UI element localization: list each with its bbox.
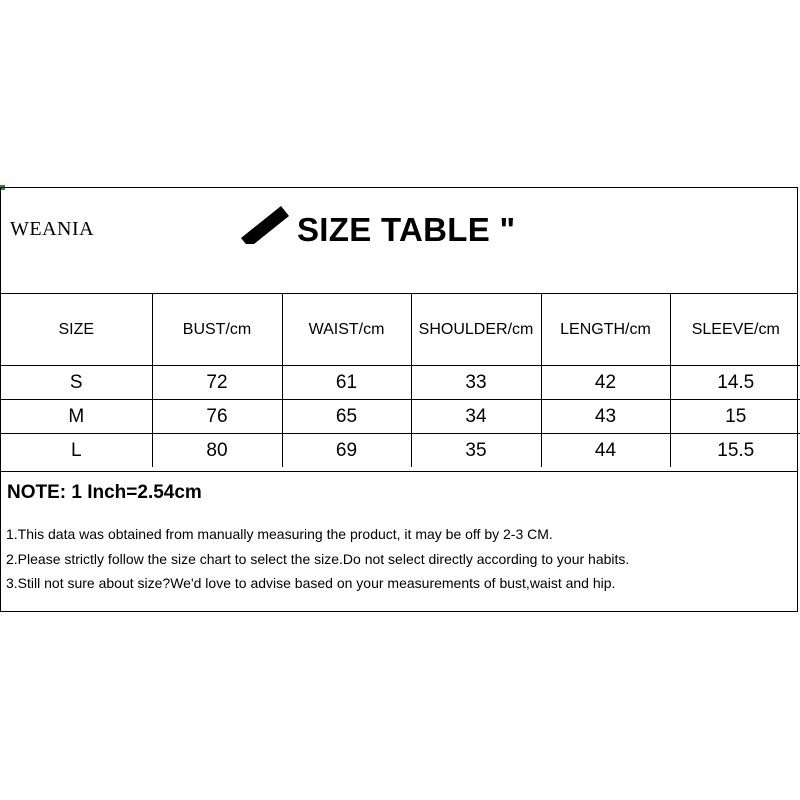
table-cell: 42 [541, 366, 670, 400]
table-cell: S [1, 366, 152, 400]
size-chart-frame [0, 187, 798, 612]
table-row [1, 400, 800, 434]
slash-icon [241, 204, 291, 244]
column-header: LENGTH/cm [541, 294, 670, 366]
table-cell: 14.5 [670, 366, 800, 400]
column-header: SLEEVE/cm [670, 294, 800, 366]
note-line: 1.This data was obtained from manually measuring the product, it may be off by 2-3 CM. [6, 526, 553, 542]
table-row [1, 434, 800, 468]
table-cell: M [1, 400, 152, 434]
size-chart-header [1, 188, 797, 294]
table-header-row [1, 294, 800, 366]
brand-logo: WEANIA [10, 218, 95, 240]
column-header: SHOULDER/cm [411, 294, 541, 366]
table-cell: 33 [411, 366, 541, 400]
table-cell: 76 [152, 400, 282, 434]
table-cell: 72 [152, 366, 282, 400]
notes-section [1, 471, 797, 613]
table-row [1, 366, 800, 400]
page-title: SIZE TABLE " [297, 211, 516, 248]
column-header: SIZE [1, 294, 152, 366]
table-cell: L [1, 434, 152, 468]
table-cell: 15.5 [670, 434, 800, 468]
table-cell: 15 [670, 400, 800, 434]
size-table [1, 294, 800, 467]
table-cell: 35 [411, 434, 541, 468]
column-header: WAIST/cm [282, 294, 411, 366]
note-line: 3.Still not sure about size?We'd love to advise based on your measurements of bust,waist and hip. [6, 575, 616, 591]
table-cell: 44 [541, 434, 670, 468]
note-line: 2.Please strictly follow the size chart to select the size.Do not select directly according to your habits. [6, 551, 630, 567]
table-cell: 43 [541, 400, 670, 434]
table-cell: 61 [282, 366, 411, 400]
table-cell: 69 [282, 434, 411, 468]
table-cell: 34 [411, 400, 541, 434]
column-header: BUST/cm [152, 294, 282, 366]
table-cell: 65 [282, 400, 411, 434]
table-cell: 80 [152, 434, 282, 468]
note-title: NOTE: 1 Inch=2.54cm [7, 482, 202, 503]
